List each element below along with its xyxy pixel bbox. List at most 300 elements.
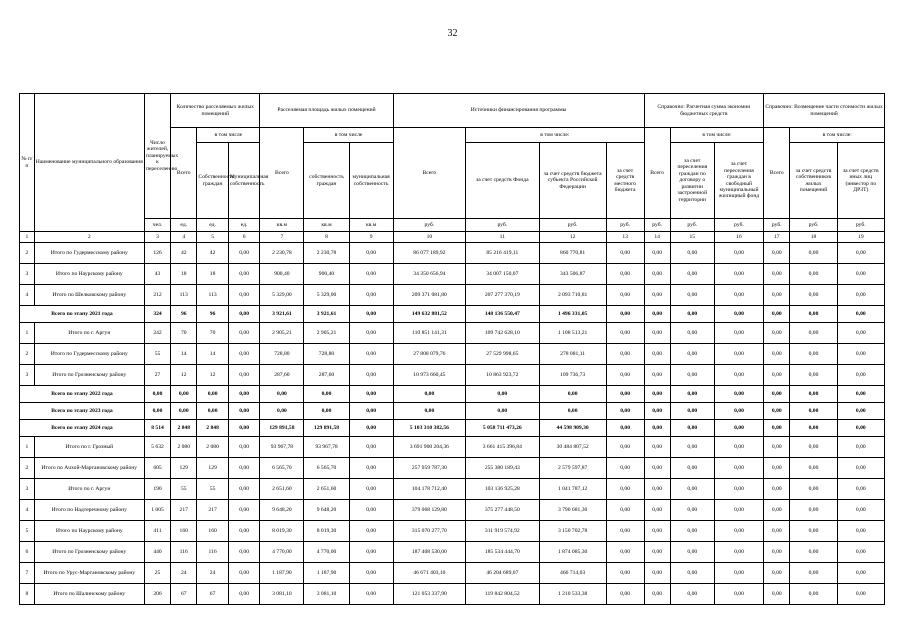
row-number: 8: [20, 584, 35, 605]
row-number: 5: [20, 521, 35, 542]
table-cell: 0,00: [606, 365, 644, 386]
table-cell: 3 921,61: [260, 306, 304, 323]
table-cell: 0,00: [539, 403, 606, 420]
table-cell: 0,00: [790, 420, 837, 437]
table-cell: 0,00: [790, 306, 837, 323]
table-row: [20, 521, 885, 542]
stage-total-row: [20, 386, 885, 403]
table-cell: 0,00: [837, 500, 884, 521]
table-cell: 14: [197, 344, 228, 365]
table-cell: 0,00: [644, 563, 670, 584]
table-cell: 5 103 310 382,56: [393, 420, 465, 437]
table-cell: 0,00: [670, 243, 714, 264]
table-cell: 27 529 998,65: [466, 344, 539, 365]
table-cell: 0,00: [228, 306, 260, 323]
column-number: 6: [228, 232, 260, 243]
table-cell: 104 178 712,40: [393, 479, 465, 500]
table-cell: 860 770,81: [539, 243, 606, 264]
table-cell: 379 068 129,80: [393, 500, 465, 521]
column-number: 19: [837, 232, 884, 243]
table-cell: 2 093 710,81: [539, 285, 606, 306]
table-cell: 0,00: [606, 344, 644, 365]
column-number: 10: [393, 232, 465, 243]
table-cell: 0,00: [644, 306, 670, 323]
table-cell: 0,00: [644, 542, 670, 563]
header-compensation-group: Справочно: Возмещение части стоимости жилых помещений: [764, 94, 885, 128]
municipality-name: Итого по г. Аргун: [34, 323, 144, 344]
table-cell: 0,00: [670, 521, 714, 542]
table-cell: 217: [171, 500, 197, 521]
table-cell: 315 070 277,70: [393, 521, 465, 542]
table-cell: 206: [144, 584, 170, 605]
row-number: 4: [20, 500, 35, 521]
table-cell: 0,00: [606, 479, 644, 500]
table-cell: 255 380 189,43: [466, 458, 539, 479]
table-cell: 12: [197, 365, 228, 386]
table-cell: 0,00: [349, 264, 393, 285]
column-number: 7: [260, 232, 304, 243]
table-cell: 0,00: [837, 479, 884, 500]
row-number: 4: [20, 285, 35, 306]
unit-cell: кв.м: [349, 219, 393, 232]
table-row: [20, 479, 885, 500]
stage-total-label: Всего по этапу 2023 года: [20, 403, 145, 420]
table-cell: 0,00: [606, 563, 644, 584]
stage-total-label: Всего по этапу 2024 года: [20, 420, 145, 437]
table-cell: 10 863 923,72: [466, 365, 539, 386]
table-cell: 466 714,03: [539, 563, 606, 584]
table-cell: 0,00: [714, 437, 763, 458]
table-cell: 0,00: [670, 306, 714, 323]
table-cell: 0,00: [837, 437, 884, 458]
unit-cell: руб.: [670, 219, 714, 232]
table-row: [20, 285, 885, 306]
table-cell: 0,00: [764, 285, 790, 306]
table-cell: 0,00: [670, 403, 714, 420]
table-cell: 93 967,78: [304, 437, 349, 458]
table-cell: 0,00: [764, 584, 790, 605]
table-cell: 129 891,58: [304, 420, 349, 437]
table-row: [20, 264, 885, 285]
table-cell: 278 081,11: [539, 344, 606, 365]
table-cell: 0,00: [790, 479, 837, 500]
table-cell: 0,00: [304, 403, 349, 420]
table-cell: 116: [171, 542, 197, 563]
table-cell: 0,00: [714, 542, 763, 563]
header-funding-group: Источники финансирования программы: [393, 94, 644, 128]
table-cell: 0,00: [349, 243, 393, 264]
table-cell: 411: [144, 521, 170, 542]
unit-cell: руб.: [790, 219, 837, 232]
column-number: 18: [790, 232, 837, 243]
row-number: 2: [20, 344, 35, 365]
column-number: 14: [644, 232, 670, 243]
table-cell: 55: [197, 479, 228, 500]
table-cell: 5 329,00: [260, 285, 304, 306]
table-cell: 2 080: [171, 437, 197, 458]
table-cell: 0,00: [197, 386, 228, 403]
table-cell: 129 891,58: [260, 420, 304, 437]
table-cell: 0,00: [837, 403, 884, 420]
table-cell: 0,00: [670, 542, 714, 563]
table-cell: 0,00: [764, 344, 790, 365]
stage-total-row: [20, 306, 885, 323]
table-cell: 0,00: [714, 479, 763, 500]
table-cell: 0,00: [466, 403, 539, 420]
table-cell: 728,80: [260, 344, 304, 365]
table-cell: 3 921,61: [304, 306, 349, 323]
table-row: [20, 344, 885, 365]
table-cell: 0,00: [644, 285, 670, 306]
table-cell: 0,00: [644, 365, 670, 386]
table-cell: 24: [171, 563, 197, 584]
table-cell: 113: [197, 285, 228, 306]
table-cell: 46 671 403,10: [393, 563, 465, 584]
table-cell: 0,00: [837, 285, 884, 306]
table-cell: 1 187,90: [304, 563, 349, 584]
municipality-name: Итого по Шелковскому району: [34, 285, 144, 306]
table-cell: 0,00: [790, 323, 837, 344]
table-cell: 0,00: [764, 437, 790, 458]
municipality-name: Итого по Надтеречному району: [34, 500, 144, 521]
column-number: 13: [606, 232, 644, 243]
table-cell: 0,00: [790, 542, 837, 563]
row-number: 2: [20, 243, 35, 264]
table-cell: 3 081,10: [260, 584, 304, 605]
table-cell: 8 019,30: [260, 521, 304, 542]
table-cell: 70: [197, 323, 228, 344]
page-number: 32: [447, 28, 458, 39]
table-cell: 67: [197, 584, 228, 605]
table-cell: 0,00: [670, 386, 714, 403]
table-cell: 287,60: [304, 365, 349, 386]
table-cell: 8 514: [144, 420, 170, 437]
table-cell: 0,00: [260, 386, 304, 403]
table-cell: 0,00: [790, 521, 837, 542]
table-cell: 0,00: [670, 479, 714, 500]
table-cell: 55: [171, 479, 197, 500]
table-cell: 0,00: [228, 386, 260, 403]
table-cell: 185 534 444,70: [466, 542, 539, 563]
table-cell: 0,00: [670, 458, 714, 479]
table-cell: 0,00: [349, 521, 393, 542]
table-cell: 0,00: [837, 584, 884, 605]
municipality-name: Итого по Гудермесскому району: [34, 243, 144, 264]
table-cell: 605: [144, 458, 170, 479]
header-comp-total: Всего: [764, 128, 790, 219]
table-cell: 440: [144, 542, 170, 563]
table-cell: 43: [144, 264, 170, 285]
table-cell: 0,00: [764, 386, 790, 403]
table-cell: 1 041 787,12: [539, 479, 606, 500]
row-number: 3: [20, 479, 35, 500]
column-number: 1: [20, 232, 35, 243]
column-number: 3: [144, 232, 170, 243]
table-cell: 0,00: [714, 563, 763, 584]
table-cell: 44 598 909,30: [539, 420, 606, 437]
table-cell: 2 905,21: [304, 323, 349, 344]
table-cell: 0,00: [714, 584, 763, 605]
table-cell: 0,00: [393, 386, 465, 403]
table-cell: 42: [171, 243, 197, 264]
table-cell: 0,00: [228, 365, 260, 386]
table-cell: 5 632: [144, 437, 170, 458]
table-cell: 0,00: [714, 458, 763, 479]
table-cell: 14: [171, 344, 197, 365]
table-row: [20, 584, 885, 605]
table-cell: 0,00: [837, 323, 884, 344]
row-number: 7: [20, 563, 35, 584]
table-cell: 9 648,20: [304, 500, 349, 521]
table-cell: 116: [197, 542, 228, 563]
table-cell: 0,00: [837, 365, 884, 386]
table-row: [20, 458, 885, 479]
table-cell: 70: [171, 323, 197, 344]
table-cell: 34 007 150,07: [466, 264, 539, 285]
table-cell: 0,00: [644, 584, 670, 605]
table-cell: 1 187,90: [260, 563, 304, 584]
municipality-name: Итого по г. Аргун: [34, 479, 144, 500]
table-cell: 2 848: [171, 420, 197, 437]
municipality-name: Итого по Наурскому району: [34, 521, 144, 542]
table-cell: 0,00: [714, 264, 763, 285]
table-cell: 126: [144, 243, 170, 264]
table-cell: 0,00: [228, 500, 260, 521]
table-cell: 0,00: [304, 386, 349, 403]
stage-total-label: Всего по этапу 2022 года: [20, 386, 145, 403]
table-cell: 2 848: [197, 420, 228, 437]
unit-cell: руб.: [644, 219, 670, 232]
table-cell: 4 770,00: [304, 542, 349, 563]
header-sav-free: за счет переселения граждан в свободный муниципальный жилищный фонд: [714, 143, 763, 219]
table-cell: 311 919 574,92: [466, 521, 539, 542]
table-cell: 0,00: [670, 264, 714, 285]
table-cell: 0,00: [714, 403, 763, 420]
table-cell: 0,00: [349, 386, 393, 403]
table-cell: 1 496 331,05: [539, 306, 606, 323]
stage-total-row: [20, 403, 885, 420]
table-cell: 0,00: [670, 500, 714, 521]
table-cell: 343 506,87: [539, 264, 606, 285]
row-number: 6: [20, 542, 35, 563]
table-cell: 0,00: [764, 403, 790, 420]
table-cell: 0,00: [349, 285, 393, 306]
table-row: [20, 323, 885, 344]
table-cell: 2 651,60: [304, 479, 349, 500]
table-cell: 6 565,70: [260, 458, 304, 479]
table-cell: 0,00: [349, 437, 393, 458]
table-cell: 0,00: [349, 306, 393, 323]
table-cell: 0,00: [539, 386, 606, 403]
header-fund: за счет средств Фонда: [466, 143, 539, 219]
header-funding-total: Всего: [393, 128, 465, 219]
column-number: 16: [714, 232, 763, 243]
table-cell: 148 136 550,47: [466, 306, 539, 323]
table-cell: 0,00: [606, 323, 644, 344]
header-area-group: Расселяемая площадь жилых помещений: [260, 94, 393, 128]
table-cell: 0,00: [644, 437, 670, 458]
table-cell: 110 851 141,31: [393, 323, 465, 344]
table-cell: 0,00: [714, 306, 763, 323]
table-cell: 2 905,21: [260, 323, 304, 344]
table-cell: 109 742 628,10: [466, 323, 539, 344]
table-cell: 0,00: [670, 563, 714, 584]
unit-cell: кв.м: [260, 219, 304, 232]
table-cell: 149 632 881,52: [393, 306, 465, 323]
table-cell: 2 651,60: [260, 479, 304, 500]
municipality-name: Итого по Гудермесскому району: [34, 344, 144, 365]
header-area-total: Всего: [260, 128, 304, 219]
table-cell: 3 790 681,30: [539, 500, 606, 521]
table-cell: 0,00: [764, 521, 790, 542]
header-residents: Число жителей, планируемых к переселению: [144, 94, 170, 219]
table-cell: 42: [197, 243, 228, 264]
table-cell: 0,00: [171, 386, 197, 403]
table-cell: 9 648,20: [260, 500, 304, 521]
table-cell: 2 230,78: [260, 243, 304, 264]
table-cell: 0,00: [197, 403, 228, 420]
table-cell: 0,00: [764, 243, 790, 264]
table-cell: 3 661 415 396,84: [466, 437, 539, 458]
table-cell: 0,00: [790, 285, 837, 306]
table-cell: 0,00: [790, 344, 837, 365]
header-count-private: Собственность граждан: [197, 143, 228, 219]
column-number: 15: [670, 232, 714, 243]
unit-cell: руб.: [606, 219, 644, 232]
table-header: [20, 94, 885, 243]
column-number: 12: [539, 232, 606, 243]
row-number: 3: [20, 365, 35, 386]
unit-cell: руб.: [714, 219, 763, 232]
table-cell: 375 277 448,50: [466, 500, 539, 521]
table-cell: 121 053 337,90: [393, 584, 465, 605]
table-cell: 30 484 807,52: [539, 437, 606, 458]
table-cell: 0,00: [349, 500, 393, 521]
table-cell: 0,00: [670, 437, 714, 458]
table-cell: 0,00: [349, 344, 393, 365]
unit-cell: руб.: [539, 219, 606, 232]
table-cell: 0,00: [790, 458, 837, 479]
table-cell: 0,00: [466, 386, 539, 403]
header-comp-owners: за счет средств собственников жилых помещений: [790, 143, 837, 219]
table-cell: 25: [144, 563, 170, 584]
table-cell: 0,00: [228, 521, 260, 542]
table-cell: 0,00: [837, 420, 884, 437]
column-number: 2: [34, 232, 144, 243]
table-cell: 4 770,00: [260, 542, 304, 563]
table-cell: 6 565,70: [304, 458, 349, 479]
table-cell: 728,80: [304, 344, 349, 365]
table-cell: 18: [197, 264, 228, 285]
table-cell: 0,00: [171, 403, 197, 420]
table-cell: 119 842 804,52: [466, 584, 539, 605]
table-cell: 0,00: [349, 542, 393, 563]
table-cell: 287,60: [260, 365, 304, 386]
table-cell: 0,00: [837, 306, 884, 323]
header-savings-group: Справочно: Расчетная сумма экономии бюджетных средств: [644, 94, 764, 128]
table-row: [20, 437, 885, 458]
table-cell: 0,00: [764, 264, 790, 285]
table-cell: 0,00: [644, 521, 670, 542]
municipality-name: Итого по г. Грозный: [34, 437, 144, 458]
table-cell: 0,00: [714, 285, 763, 306]
table-cell: 160: [197, 521, 228, 542]
table-cell: 0,00: [714, 365, 763, 386]
table-cell: 0,00: [606, 403, 644, 420]
table-cell: 18: [171, 264, 197, 285]
table-cell: 0,00: [790, 264, 837, 285]
table-cell: 212: [144, 285, 170, 306]
table-cell: 2 080: [197, 437, 228, 458]
table-cell: 0,00: [228, 479, 260, 500]
row-number: 1: [20, 323, 35, 344]
table-cell: 0,00: [837, 563, 884, 584]
table-cell: 2 579 597,87: [539, 458, 606, 479]
table-cell: 0,00: [714, 323, 763, 344]
column-number: 4: [171, 232, 197, 243]
unit-cell: чел.: [144, 219, 170, 232]
table-cell: 0,00: [393, 403, 465, 420]
table-cell: 900,40: [304, 264, 349, 285]
stage-total-label: Всего по этапу 2021 года: [20, 306, 145, 323]
table-cell: 0,00: [228, 243, 260, 264]
units-row: [20, 219, 885, 232]
column-numbers-row: [20, 232, 885, 243]
table-cell: 0,00: [606, 584, 644, 605]
table-cell: 0,00: [606, 420, 644, 437]
table-cell: 96: [171, 306, 197, 323]
table-cell: 0,00: [606, 386, 644, 403]
header-funding-incl: в том числе:: [466, 128, 644, 143]
table-cell: 109 736,73: [539, 365, 606, 386]
table-cell: 0,00: [670, 285, 714, 306]
unit-cell: руб.: [466, 219, 539, 232]
header-count-incl: в том числе: [197, 128, 260, 143]
table-cell: 0,00: [644, 403, 670, 420]
unit-cell: ед.: [197, 219, 228, 232]
table-cell: 0,00: [644, 500, 670, 521]
table-cell: 257 959 787,30: [393, 458, 465, 479]
table-cell: 0,00: [228, 403, 260, 420]
table-cell: 0,00: [790, 365, 837, 386]
table-cell: 0,00: [670, 323, 714, 344]
unit-cell: кв.м: [304, 219, 349, 232]
table-cell: 0,00: [644, 479, 670, 500]
table-cell: 86 077 189,92: [393, 243, 465, 264]
table-cell: 27 808 079,76: [393, 344, 465, 365]
table-cell: 0,00: [837, 458, 884, 479]
table-cell: 0,00: [228, 323, 260, 344]
table-cell: 0,00: [349, 420, 393, 437]
header-count-group: Количество расселяемых жилых помещений: [171, 94, 260, 128]
table-cell: 0,00: [228, 458, 260, 479]
table-cell: 0,00: [644, 323, 670, 344]
header-local: за счет средств местного бюджета: [606, 143, 644, 219]
table-cell: 129: [197, 458, 228, 479]
table-cell: 0,00: [764, 563, 790, 584]
table-cell: 0,00: [644, 243, 670, 264]
table-cell: 207 277 370,19: [466, 285, 539, 306]
municipality-name: Итого по Наурскому району: [34, 264, 144, 285]
table-cell: 0,00: [228, 542, 260, 563]
table-cell: 0,00: [790, 403, 837, 420]
table-cell: 0,00: [349, 365, 393, 386]
table-cell: 8 019,30: [304, 521, 349, 542]
table-cell: 0,00: [349, 584, 393, 605]
table-cell: 0,00: [790, 563, 837, 584]
table-cell: 0,00: [790, 386, 837, 403]
table-cell: 0,00: [606, 437, 644, 458]
